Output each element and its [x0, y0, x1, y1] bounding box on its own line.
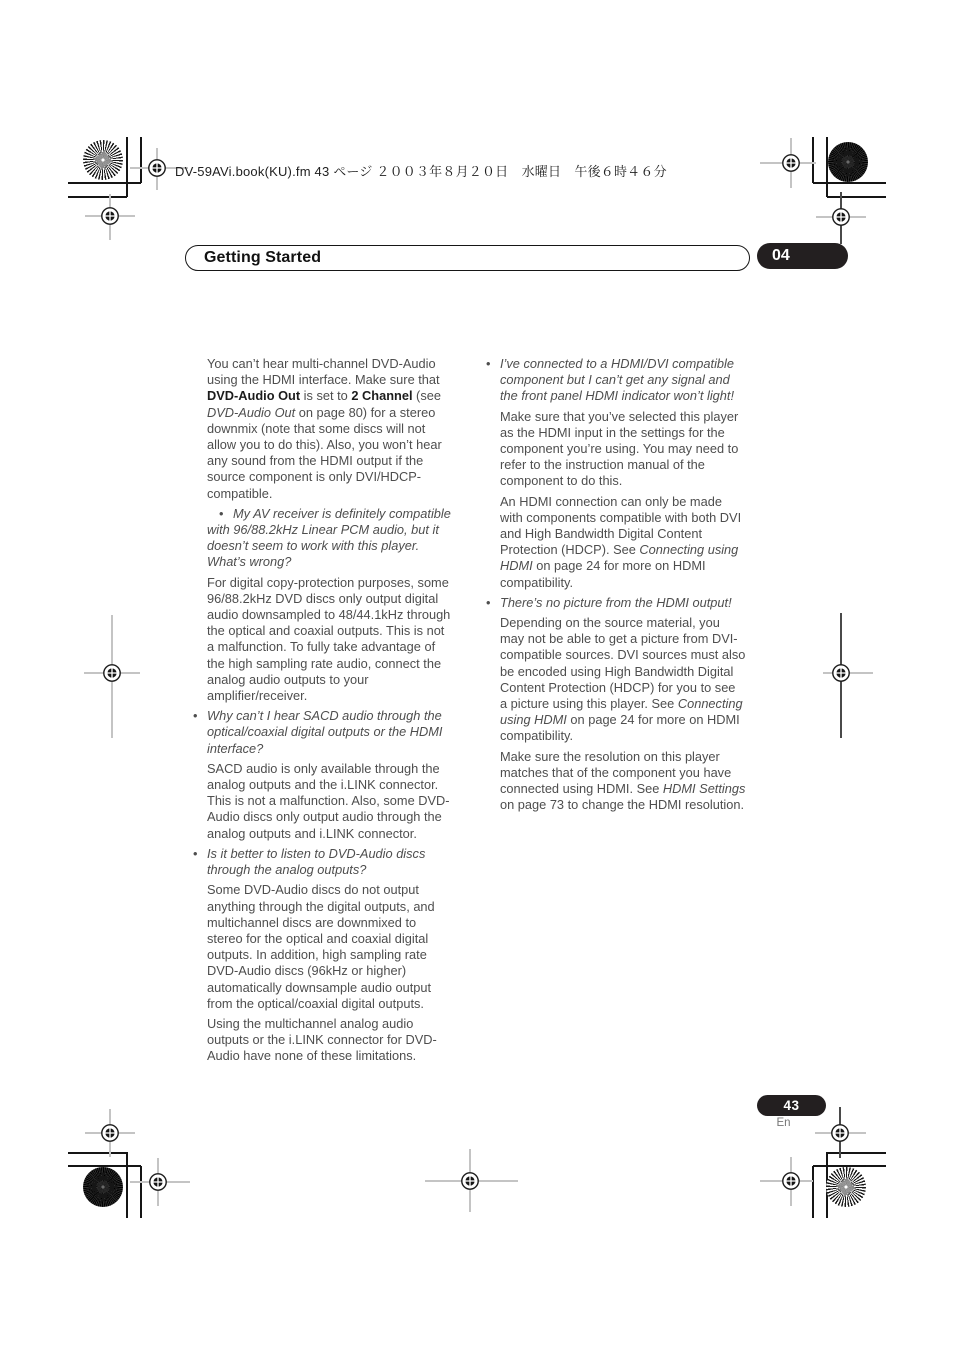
registration-crosshair-icon [101, 662, 123, 684]
text-run: For digital copy-protection purposes, some 96/88.2kHz DVD discs only output digital audio downsampled to 48/44.1kHz through the optical and coaxial outputs. This is not a malfunction. To fully take advantage of the high sampling rate audio, connect the analog audio outputs to your amplifier/receiver. [207, 574, 451, 704]
text-run: I’ve connected to a HDMI/DVI compatible component but I can’t get any signal and the front panel HDMI indicator won’t light! [500, 356, 735, 404]
crop-mark-line [68, 182, 141, 184]
faq-question [185, 846, 453, 878]
halftone-dot-target-icon [828, 142, 868, 182]
page-language-label: En [776, 1117, 791, 1129]
text-run: Make sure the resolution on this player matches that of the component you have connected using HDMI. See HDMI Settings on page 73 to change the HDMI resolution. [500, 748, 746, 813]
crop-mark-line [827, 196, 886, 198]
sunburst-target-icon [826, 1167, 866, 1207]
registration-crosshair-icon [459, 1170, 481, 1192]
bullet-marker: • [193, 845, 198, 861]
left-text-column [185, 356, 453, 1069]
body-paragraph [207, 1016, 453, 1065]
bullet-marker: • [486, 594, 491, 610]
crop-mark-line [813, 182, 886, 184]
body-paragraph [500, 615, 746, 745]
crop-mark-line [126, 137, 128, 197]
body-paragraph [207, 882, 453, 1012]
page-number: 43 [783, 1098, 800, 1113]
faq-question [478, 356, 746, 405]
text-run: Depending on the source material, you may not be able to get a picture from DVI-compatible sources. DVI sources must also be encoded using High Bandwidth Digital Content Protection (HDCP) for you to see a picture using this player. See Connecting using HDMI on page 24 for more on HDMI compatibility. [500, 615, 746, 744]
halftone-dot-target-icon [83, 1167, 123, 1207]
crop-mark-line [68, 196, 127, 198]
text-run: Using the multichannel analog audio outputs or the i.LINK connector for DVD-Audio have none of these limitations. [207, 1015, 437, 1064]
chapter-number-badge [757, 243, 848, 269]
registration-crosshair-icon [780, 1170, 802, 1192]
registration-crosshair-icon [147, 1171, 169, 1193]
faq-question [478, 595, 746, 611]
section-title: Getting Started [204, 249, 322, 266]
registration-crosshair-icon [146, 157, 168, 179]
text-run: Some DVD-Audio discs do not output anything through the digital outputs, and multichannel discs are downmixed to stereo for the optical and coaxial digital outputs. In addition, high sampling rate DVD-Audio discs (96kHz or higher) automatically downsample audio output from the optical/coaxial digital outputs. [207, 882, 435, 1011]
text-run: There’s no picture from the HDMI output! [500, 594, 732, 610]
registration-crosshair-icon [780, 152, 802, 174]
bullet-marker: • [219, 505, 224, 521]
text-run: Is it better to listen to DVD-Audio discs through the analog outputs? [207, 845, 426, 878]
crop-mark-line [140, 137, 142, 183]
text-run: Why can’t I hear SACD audio through the optical/coaxial digital outputs or the HDMI interface? [207, 708, 443, 756]
faq-question [185, 708, 453, 757]
text-run: You can’t hear multi-channel DVD-Audio using the HDMI interface. Make sure that DVD-Audio Out is set to 2 Channel (see DVD-Audio Out on page 80) for a stereo downmix (note that some discs will not allow you to do this). Also, you won’t hear any sound from the HDMI output if the source component is only DVI/HDCP-compatible. [207, 356, 442, 501]
body-paragraph [207, 575, 453, 705]
chapter-number: 04 [772, 247, 790, 264]
crop-mark-line [140, 1166, 142, 1218]
body-paragraph [500, 494, 746, 591]
bullet-marker: • [193, 708, 198, 724]
text-run: Make sure that you’ve selected this player as the HDMI input in the settings for the component you’re using. You may need to refer to the instruction manual of the component to do this. [500, 408, 739, 489]
registration-crosshair-icon [99, 1122, 121, 1144]
registration-crosshair-icon [99, 205, 121, 227]
bullet-marker: • [486, 356, 491, 371]
body-paragraph [500, 409, 746, 490]
section-header-bar [185, 245, 750, 271]
crop-mark-line [126, 1152, 128, 1218]
body-paragraph [500, 749, 746, 814]
right-text-column [478, 356, 746, 817]
faq-question [185, 506, 453, 571]
body-paragraph [207, 356, 453, 502]
registration-crosshair-icon [830, 206, 852, 228]
body-paragraph [207, 761, 453, 842]
registration-crosshair-icon [830, 662, 852, 684]
page-number-badge [757, 1095, 826, 1116]
crop-mark-line [68, 1152, 127, 1154]
text-run: My AV receiver is definitely compatible with 96/88.2kHz Linear PCM audio, but it doesn’t seem to work with this player. What’s wrong? [207, 505, 451, 570]
crop-mark-line [812, 137, 814, 183]
sunburst-target-icon [83, 140, 123, 180]
crop-mark-line [812, 1166, 814, 1218]
file-info-header: DV-59AVi.book(KU).fm 43 ページ ２００３年８月２０日 水曜日 午後６時４６分 [175, 164, 667, 179]
text-run: An HDMI connection can only be made with components compatible with both DVI and High Bandwidth Digital Content Protection (HDCP). See Connecting using HDMI on page 24 for more on HDMI compatibility. [500, 493, 742, 590]
crop-mark-line [827, 1152, 886, 1154]
text-run: SACD audio is only available through the analog outputs and the i.LINK connector. This is not a malfunction. Also, some DVD-Audio discs only output audio through the analog outputs and i.LINK connector. [207, 760, 450, 841]
registration-crosshair-icon [829, 1122, 851, 1144]
